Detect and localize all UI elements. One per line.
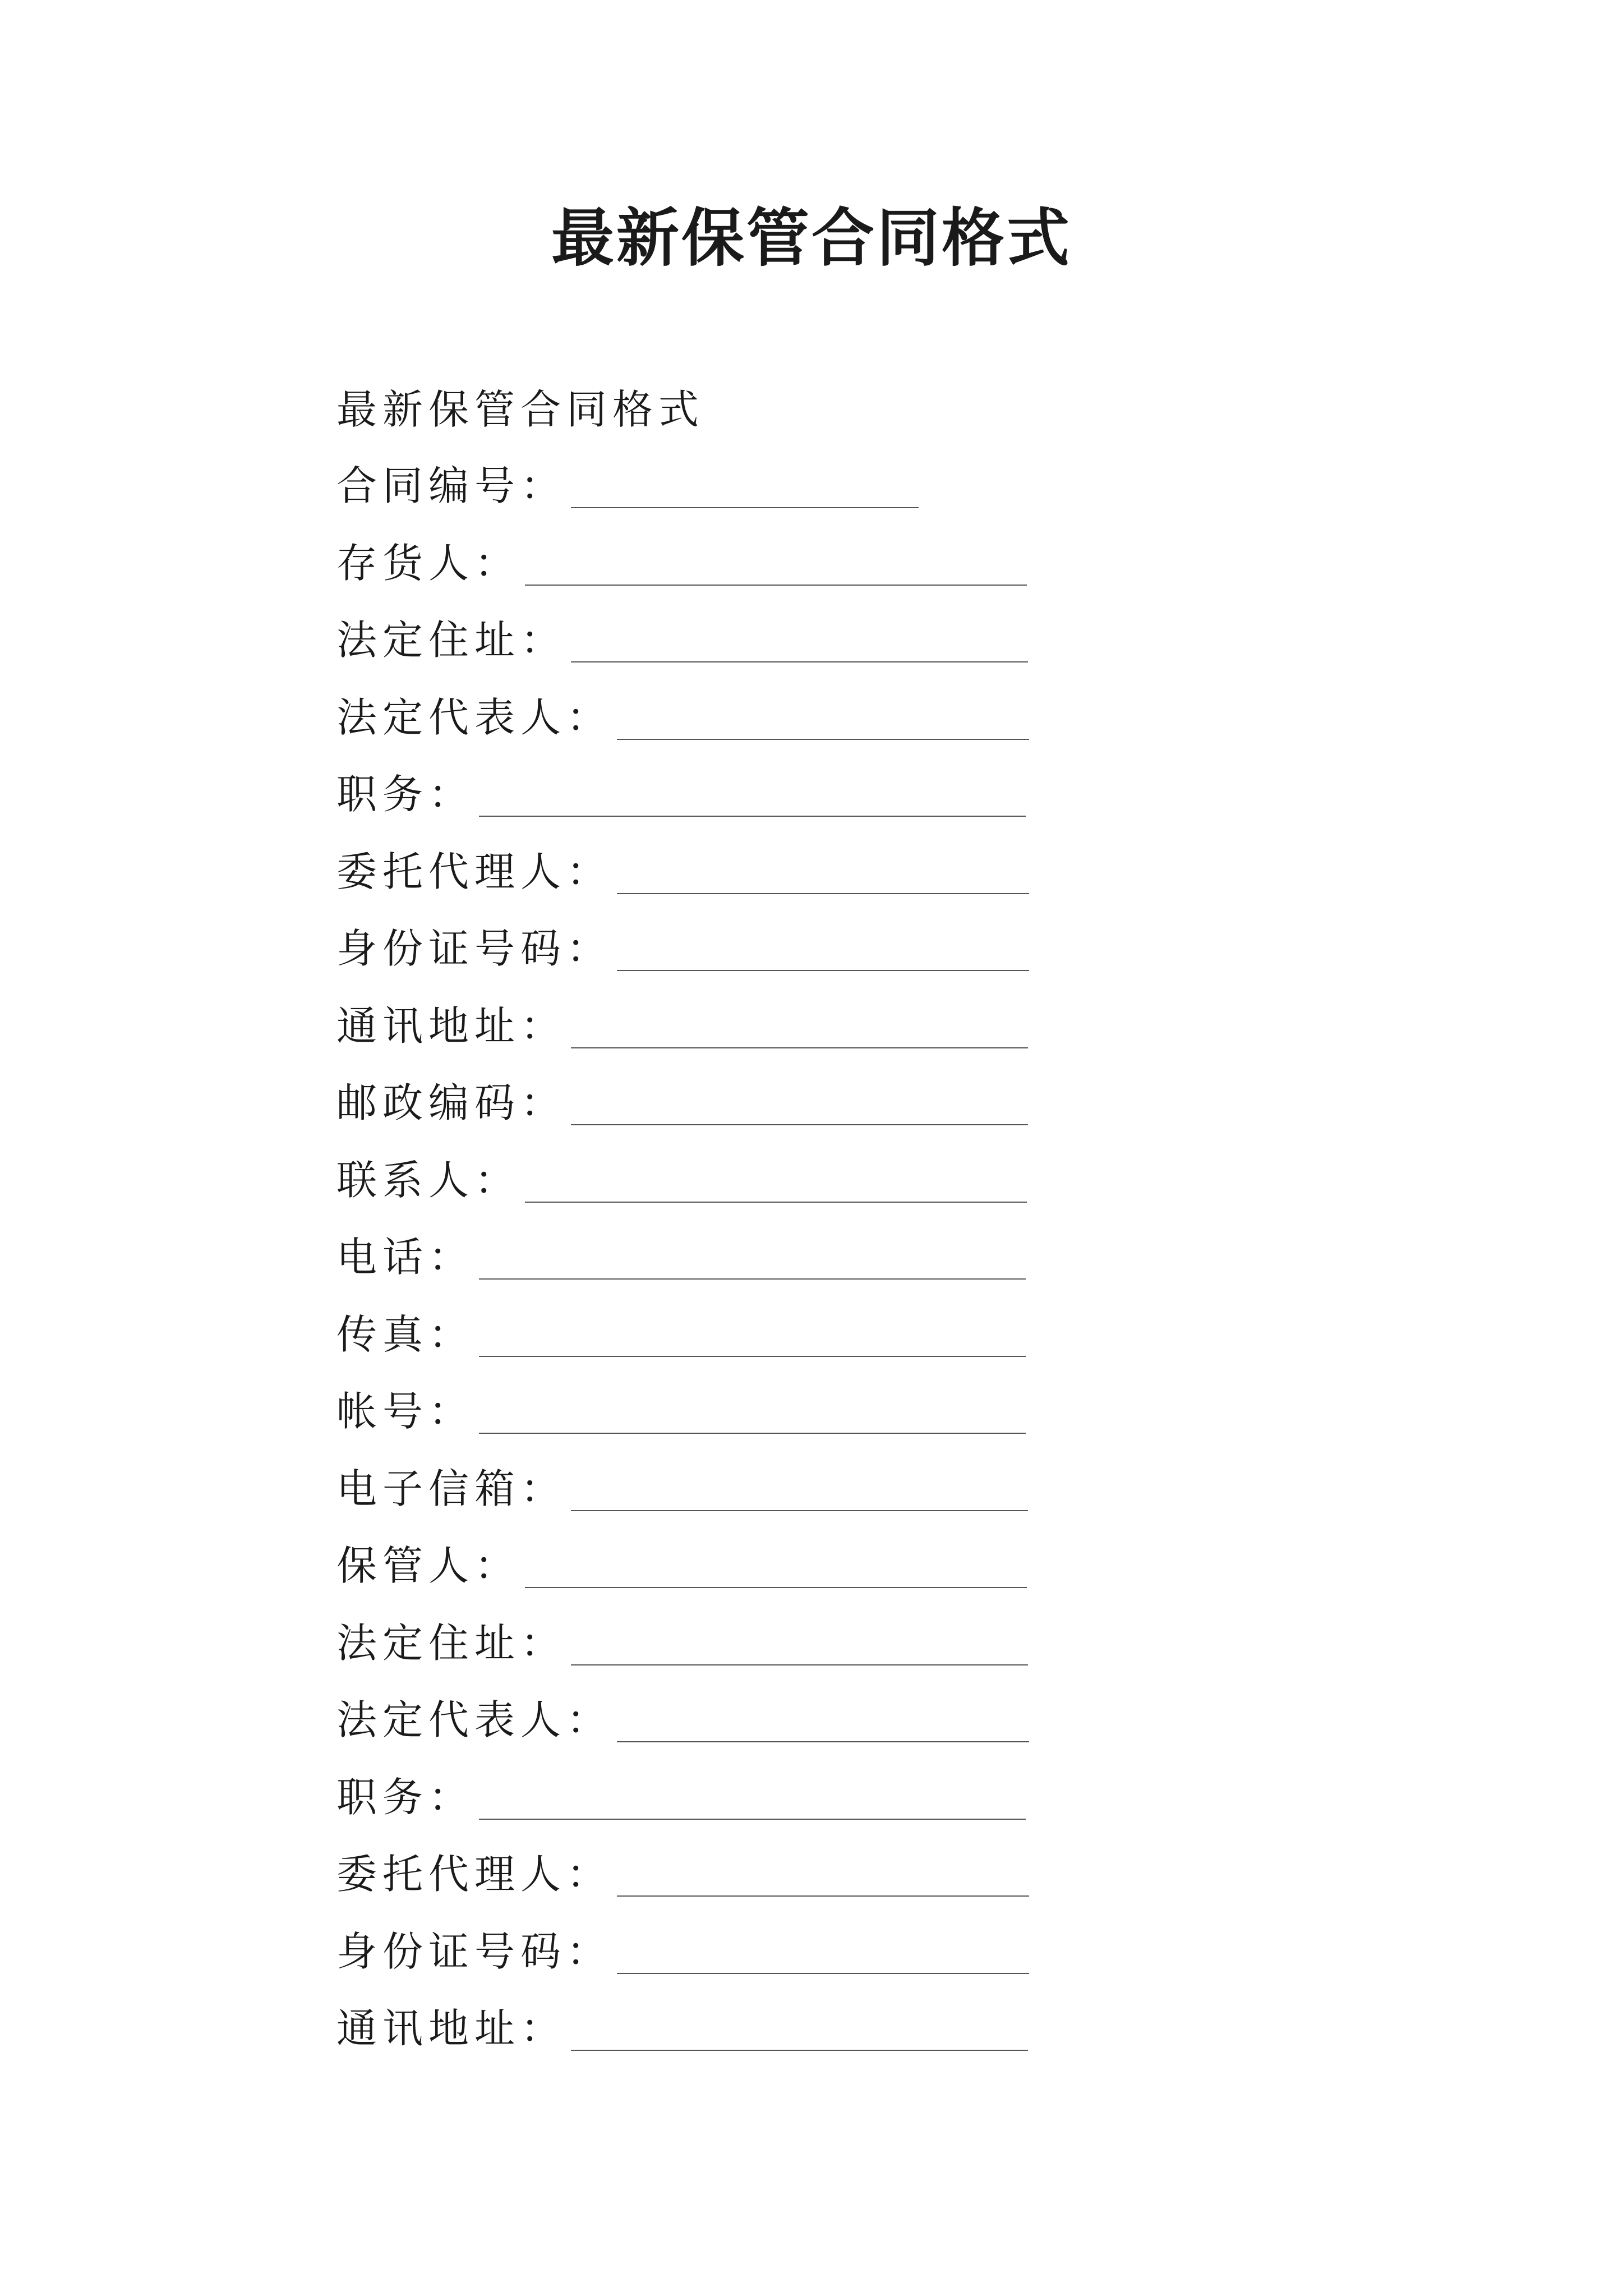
contract-number-blank[interactable] bbox=[571, 507, 919, 508]
custodian-legal-rep-blank[interactable] bbox=[617, 1741, 1029, 1742]
depositor-account-label: 帐号： bbox=[336, 1388, 475, 1435]
depositor-email-row bbox=[336, 1461, 1122, 1538]
custodian-legal-rep-row bbox=[336, 1692, 1122, 1769]
depositor-fax-label: 传真： bbox=[336, 1310, 475, 1358]
depositor-label: 存货人： bbox=[336, 539, 521, 587]
custodian-position-blank[interactable] bbox=[479, 1819, 1026, 1820]
custodian-address-row bbox=[336, 1615, 1122, 1692]
depositor-id-blank[interactable] bbox=[617, 970, 1029, 971]
depositor-email-label: 电子信箱： bbox=[336, 1465, 567, 1512]
depositor-agent-label: 委托代理人： bbox=[336, 848, 613, 895]
custodian-agent-row bbox=[336, 1846, 1122, 1924]
depositor-row bbox=[336, 535, 1122, 613]
custodian-address-blank[interactable] bbox=[571, 1664, 1028, 1665]
custodian-mail-address-blank[interactable] bbox=[571, 2050, 1028, 2051]
depositor-mail-address-label: 通讯地址： bbox=[336, 1002, 567, 1050]
document-subtitle: 最新保管合同格式 bbox=[336, 386, 705, 433]
custodian-id-label: 身份证号码： bbox=[336, 1927, 613, 1975]
depositor-position-row bbox=[336, 766, 1122, 844]
depositor-phone-blank[interactable] bbox=[479, 1278, 1026, 1280]
depositor-mail-address-blank[interactable] bbox=[571, 1047, 1028, 1048]
custodian-id-blank[interactable] bbox=[617, 1973, 1029, 1974]
custodian-address-label: 法定住址： bbox=[336, 1619, 567, 1667]
depositor-agent-row bbox=[336, 844, 1122, 921]
depositor-address-row bbox=[336, 612, 1122, 689]
custodian-label: 保管人： bbox=[336, 1542, 521, 1589]
custodian-position-row bbox=[336, 1769, 1122, 1847]
depositor-address-label: 法定住址： bbox=[336, 616, 567, 664]
custodian-mail-address-row bbox=[336, 2000, 1122, 2078]
depositor-mail-address-row bbox=[336, 998, 1122, 1075]
depositor-contact-blank[interactable] bbox=[525, 1202, 1027, 1203]
depositor-position-label: 职务： bbox=[336, 771, 475, 818]
depositor-phone-row bbox=[336, 1229, 1122, 1306]
depositor-legal-rep-label: 法定代表人： bbox=[336, 693, 613, 741]
custodian-id-row bbox=[336, 1924, 1122, 2001]
depositor-postcode-row bbox=[336, 1075, 1122, 1152]
depositor-contact-label: 联系人： bbox=[336, 1156, 521, 1204]
depositor-postcode-label: 邮政编码： bbox=[336, 1079, 567, 1126]
depositor-fax-blank[interactable] bbox=[479, 1356, 1026, 1357]
depositor-blank[interactable] bbox=[525, 585, 1027, 586]
depositor-id-label: 身份证号码： bbox=[336, 925, 613, 972]
depositor-address-blank[interactable] bbox=[571, 661, 1028, 662]
depositor-legal-rep-blank[interactable] bbox=[617, 739, 1029, 740]
depositor-id-row bbox=[336, 921, 1122, 998]
custodian-legal-rep-label: 法定代表人： bbox=[336, 1696, 613, 1743]
custodian-agent-blank[interactable] bbox=[617, 1895, 1029, 1897]
contract-number-label: 合同编号： bbox=[336, 462, 567, 509]
document-title: 最新保管合同格式 bbox=[551, 201, 1072, 275]
depositor-account-blank[interactable] bbox=[479, 1433, 1026, 1434]
custodian-mail-address-label: 通讯地址： bbox=[336, 2005, 567, 2052]
depositor-position-blank[interactable] bbox=[479, 816, 1026, 817]
custodian-row bbox=[336, 1538, 1122, 1615]
custodian-position-label: 职务： bbox=[336, 1773, 475, 1821]
depositor-agent-blank[interactable] bbox=[617, 893, 1029, 894]
custodian-agent-label: 委托代理人： bbox=[336, 1851, 613, 1898]
depositor-fax-row bbox=[336, 1306, 1122, 1384]
depositor-legal-rep-row bbox=[336, 689, 1122, 767]
depositor-postcode-blank[interactable] bbox=[571, 1124, 1028, 1125]
depositor-email-blank[interactable] bbox=[571, 1510, 1028, 1511]
depositor-phone-label: 电话： bbox=[336, 1234, 475, 1281]
form-field-list bbox=[336, 458, 1122, 2078]
depositor-contact-row bbox=[336, 1152, 1122, 1230]
contract-number-row bbox=[336, 458, 1122, 535]
depositor-account-row bbox=[336, 1383, 1122, 1461]
custodian-blank[interactable] bbox=[525, 1587, 1027, 1588]
